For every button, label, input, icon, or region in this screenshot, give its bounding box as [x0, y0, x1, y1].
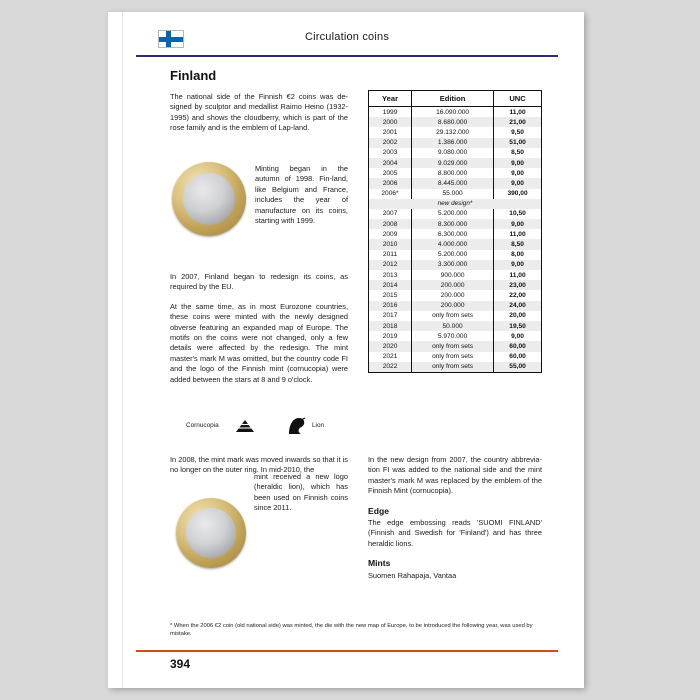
table-note: new design*: [369, 199, 542, 209]
cell-edition: 9.080.000: [412, 148, 494, 158]
cell-unc: 10,50: [494, 209, 542, 219]
table-header-row: [369, 91, 542, 107]
footer-rule: [136, 650, 558, 652]
table-row: [369, 270, 542, 280]
cell-edition: 200.000: [412, 301, 494, 311]
cell-year: 2022: [369, 362, 412, 373]
cell-edition: 8.445.000: [412, 178, 494, 188]
footnote: * When the 2006 €2 coin (old national side) was minted, the die with the new map of Europe, to be introduced the following year, was used by mistake.: [170, 623, 533, 638]
table-row: [369, 250, 542, 260]
table-row: [369, 341, 542, 351]
mints-text: Suomen Rahapaja, Vantaa: [368, 570, 457, 580]
cell-unc: 390,00: [494, 189, 542, 199]
intro-paragraph: [170, 92, 348, 143]
cell-edition: 4.000.000: [412, 239, 494, 249]
cell-year: 2004: [369, 158, 412, 168]
cell-unc: 9,00: [494, 158, 542, 168]
table-row: [369, 290, 542, 300]
coin-motif: [196, 186, 222, 212]
cell-edition: 3.300.000: [412, 260, 494, 270]
col-unc: UNC: [494, 91, 542, 107]
cell-edition: 5.970.000: [412, 331, 494, 341]
header-rule: [136, 55, 558, 57]
obverse-paragraph: At the same time, as in most Eurozone countries, these coins were minted with the newly designed obverse featuring an expanded map of Europe. The motifs on the coins were not changed, only a few details were affected by the redesign. The mint master's mark M was omitted, but the country code FI and the logo of the Finnish mint (cornucopia) were added between the stars at 8 and 9 o'clock.: [170, 301, 348, 384]
mintmark-paragraph-wrap: mint received a new logo (heraldic lion), which has been used on Finnish coins since 2011.: [254, 472, 348, 513]
cell-edition: 9.029.000: [412, 158, 494, 168]
mint-symbols: [186, 416, 352, 442]
cell-unc: 20,00: [494, 311, 542, 321]
cell-year: 2000: [369, 117, 412, 127]
table-row: [369, 148, 542, 158]
new-design-paragraph: In the new design from 2007, the country abbrevia-tion FI was added to the national side and the mint master's mark M was replaced by the emblem of the Finnish Mint (cornucopia).: [368, 455, 542, 496]
mintmark-paragraph: In 2008, the mint mark was moved inwards so that it is no longer on the outer ring. In mid-2010, the: [170, 455, 348, 475]
table-row: [369, 158, 542, 168]
table-row: [369, 362, 542, 373]
cell-unc: 60,00: [494, 352, 542, 362]
cornucopia-icon: [234, 418, 256, 436]
cell-unc: 9,50: [494, 127, 542, 137]
cell-unc: 11,00: [494, 270, 542, 280]
cornucopia-label: Cornucopia: [186, 422, 219, 429]
header-title: Circulation coins: [304, 31, 390, 43]
cell-year: 2017: [369, 311, 412, 321]
table-row: [369, 168, 542, 178]
mints-heading: Mints: [368, 558, 391, 569]
cell-unc: 9,00: [494, 331, 542, 341]
cell-year: 2007: [369, 209, 412, 219]
cell-unc: 8,50: [494, 239, 542, 249]
cell-unc: 11,00: [494, 107, 542, 118]
cell-year: 2021: [369, 352, 412, 362]
cell-year: 2012: [369, 260, 412, 270]
cell-year: 2016: [369, 301, 412, 311]
right-column-text: [368, 455, 542, 590]
table-row: [369, 219, 542, 229]
coin-image-2euro-cloudberry: [172, 162, 246, 236]
table-row: [369, 352, 542, 362]
coin-table: [368, 90, 542, 373]
cell-year: 2014: [369, 280, 412, 290]
cell-unc: 51,00: [494, 138, 542, 148]
redesign-paragraph: In 2007, Finland began to redesign its coins, as required by the EU.: [170, 272, 348, 292]
cell-edition: only from sets: [412, 362, 494, 373]
table-row: [369, 331, 542, 341]
country-heading: Finland: [170, 68, 217, 83]
cell-year: 2006: [369, 178, 412, 188]
cell-edition: 55.000: [412, 189, 494, 199]
table-row: [369, 301, 542, 311]
table-row: [369, 321, 542, 331]
page-number: 394: [170, 657, 191, 671]
cell-year: 1999: [369, 107, 412, 118]
table-row: [369, 260, 542, 270]
table-note-row: [369, 199, 542, 209]
intro-text: The national side of the Finnish €2 coins was de-signed by sculptor and medallist Raimo Heino (1932-1995) and shows the cloudberry, which is part of the rose family and is the emblem of Lap-land.: [170, 92, 348, 133]
table-row: [369, 107, 542, 118]
cell-edition: only from sets: [412, 311, 494, 321]
cell-unc: 21,00: [494, 117, 542, 127]
cell-unc: 19,50: [494, 321, 542, 331]
left-paragraphs: [170, 272, 348, 394]
cell-edition: 6.300.000: [412, 229, 494, 239]
table-row: [369, 178, 542, 188]
col-year: Year: [369, 91, 412, 107]
cell-unc: 9,00: [494, 178, 542, 188]
coin-image-2euro-2011: [176, 498, 246, 568]
edge-text: The edge embossing reads 'SUOMI FINLAND' (Finnish and Swedish for 'Finland') and has three heraldic lions.: [368, 518, 542, 548]
cell-year: 2006*: [369, 189, 412, 199]
table-row: [369, 239, 542, 249]
table-body: [369, 107, 542, 373]
cell-unc: 55,00: [494, 362, 542, 373]
heraldic-lion-icon: [286, 416, 308, 436]
cell-year: 2005: [369, 168, 412, 178]
table-row: [369, 138, 542, 148]
cell-edition: 5.200.000: [412, 250, 494, 260]
table-row: [369, 209, 542, 219]
cell-year: 2019: [369, 331, 412, 341]
cell-edition: 8.300.000: [412, 219, 494, 229]
table-row: [369, 127, 542, 137]
cell-year: 2018: [369, 321, 412, 331]
cell-year: 2020: [369, 341, 412, 351]
cell-unc: 8,00: [494, 250, 542, 260]
table-row: [369, 311, 542, 321]
cell-unc: 24,00: [494, 301, 542, 311]
cell-unc: 9,00: [494, 168, 542, 178]
cell-edition: 16.090.000: [412, 107, 494, 118]
cell-unc: 9,00: [494, 219, 542, 229]
cell-year: 2003: [369, 148, 412, 158]
cell-edition: 5.200.000: [412, 209, 494, 219]
cell-unc: 9,00: [494, 260, 542, 270]
cell-year: 2008: [369, 219, 412, 229]
minting-paragraph: Minting began in the autumn of 1998. Fin-land, like Belgium and France, includes the year of manufacture on its coins, starting with 1999.: [255, 164, 348, 226]
cell-unc: 11,00: [494, 229, 542, 239]
cell-year: 2001: [369, 127, 412, 137]
cell-edition: 200.000: [412, 290, 494, 300]
page-gutter: [108, 12, 123, 688]
coin-motif-2: [199, 521, 223, 545]
cell-edition: 200.000: [412, 280, 494, 290]
page-header: [136, 30, 558, 56]
cell-edition: 8.800.000: [412, 168, 494, 178]
cell-edition: only from sets: [412, 341, 494, 351]
cell-edition: 1.386.000: [412, 138, 494, 148]
edge-heading: Edge: [368, 505, 390, 516]
table-row: [369, 229, 542, 239]
cell-year: 2010: [369, 239, 412, 249]
cell-unc: 23,00: [494, 280, 542, 290]
cell-unc: 8,50: [494, 148, 542, 158]
cell-edition: only from sets: [412, 352, 494, 362]
table-row: [369, 117, 542, 127]
cell-year: 2009: [369, 229, 412, 239]
cell-unc: 60,00: [494, 341, 542, 351]
cell-unc: 22,00: [494, 290, 542, 300]
table-row: [369, 280, 542, 290]
cell-year: 2011: [369, 250, 412, 260]
cell-year: 2015: [369, 290, 412, 300]
cell-edition: 50.000: [412, 321, 494, 331]
cell-year: 2013: [369, 270, 412, 280]
cell-year: 2002: [369, 138, 412, 148]
cell-edition: 8.680.000: [412, 117, 494, 127]
cell-edition: 29.132.000: [412, 127, 494, 137]
col-edition: Edition: [412, 91, 494, 107]
cell-edition: 900.000: [412, 270, 494, 280]
lion-label: Lion: [312, 422, 325, 429]
table-row: [369, 189, 542, 199]
